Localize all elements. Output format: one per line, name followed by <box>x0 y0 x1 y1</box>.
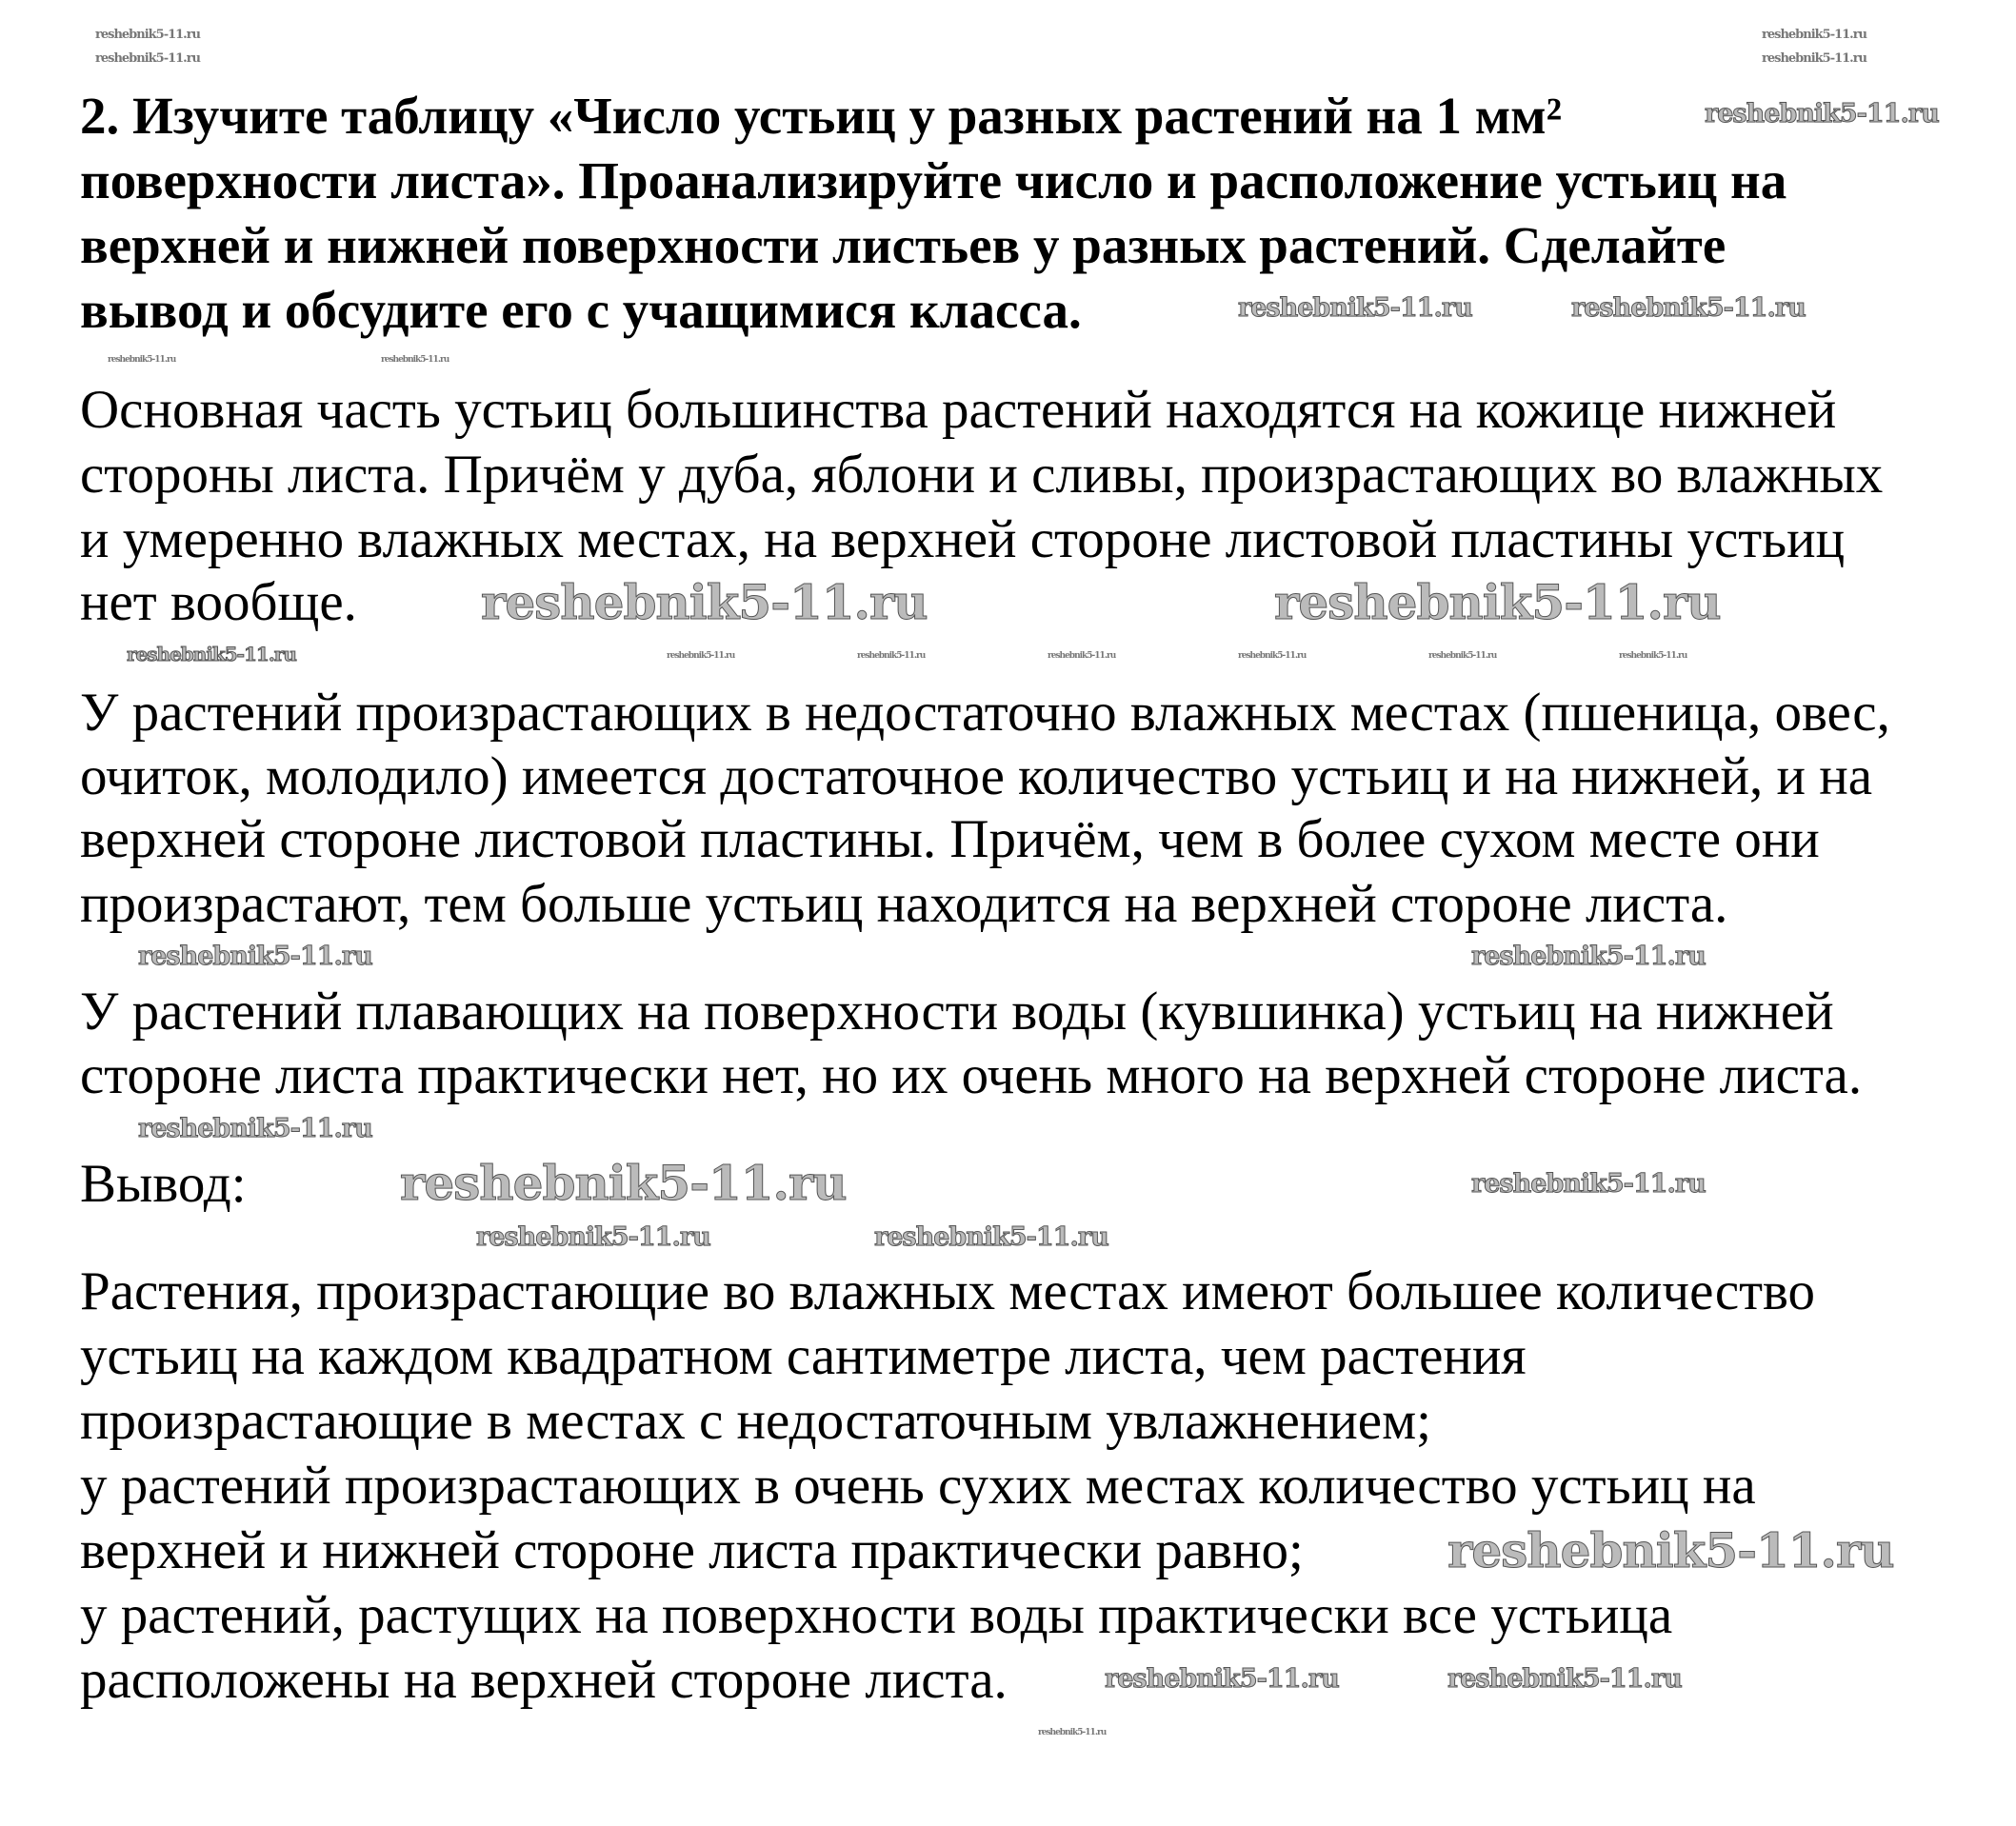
task-line: вывод и обсудите его с учащимися класса. <box>80 281 1082 339</box>
text-line: произрастающие в местах с недостаточным увлажнением; <box>80 1391 1431 1451</box>
watermark: reshebnik5-11.ru <box>381 355 449 365</box>
text-line: стороне листа практически нет, но их очень много на верхней стороне листа. <box>80 1045 1863 1105</box>
text-line: произрастают, тем больше устьиц находится на верхней стороне листа. <box>80 874 1728 934</box>
text-line: и умеренно влажных местах, на верхней стороне листовой пластины устьиц <box>80 509 1846 569</box>
task-line: верхней и нижней поверхности листьев у разных растений. Сделайте <box>80 216 1727 274</box>
watermark: reshebnik5-11.ru <box>857 651 926 661</box>
watermark: reshebnik5-11.ru <box>95 51 201 66</box>
watermark: reshebnik5-11.ru <box>127 643 296 665</box>
watermark: reshebnik5-11.ru <box>874 1222 1108 1252</box>
watermark: reshebnik5-11.ru <box>108 355 176 365</box>
text-line: верхней и нижней стороне листа практически равно; <box>80 1520 1304 1580</box>
text-line: расположены на верхней стороне листа. <box>80 1650 1008 1710</box>
watermark: reshebnik5-11.ru <box>1428 651 1497 661</box>
watermark: reshebnik5-11.ru <box>667 651 735 661</box>
watermark: reshebnik5-11.ru <box>1762 51 1867 66</box>
watermark: reshebnik5-11.ru <box>138 942 372 971</box>
text-line: у растений произрастающих в очень сухих местах количество устьиц на <box>80 1456 1756 1516</box>
text-line: У растений плавающих на поверхности воды (кувшинка) устьиц на нижней <box>80 982 1834 1042</box>
text-line: У растений произрастающих в недостаточно влажных местах (пшеница, овес, <box>80 683 1890 743</box>
watermark: reshebnik5-11.ru <box>1105 1664 1339 1694</box>
text-line: верхней стороне листовой пластины. Причём, чем в более сухом месте они <box>80 809 1820 869</box>
watermark: reshebnik5-11.ru <box>95 28 201 42</box>
watermark: reshebnik5-11.ru <box>1447 1664 1682 1694</box>
watermark: reshebnik5-11.ru <box>1471 1169 1706 1199</box>
watermark: reshebnik5-11.ru <box>476 1222 710 1252</box>
watermark: reshebnik5-11.ru <box>1048 651 1116 661</box>
text-line: стороны листа. Причём у дуба, яблони и сливы, произрастающих во влажных <box>80 445 1884 505</box>
watermark: reshebnik5-11.ru <box>138 1114 372 1143</box>
text-line: очиток, молодило) имеется достаточное количество устьиц и на нижней, и на <box>80 746 1873 806</box>
watermark: reshebnik5-11.ru <box>1038 1728 1107 1737</box>
text-line: у растений, растущих на поверхности воды практически все устьица <box>80 1585 1673 1645</box>
watermark: reshebnik5-11.ru <box>1238 651 1307 661</box>
text-line: нет вообще. <box>80 572 357 632</box>
text-line: устьиц на каждом квадратном сантиметре листа, чем растения <box>80 1326 1527 1386</box>
conclusion-heading: Вывод: <box>80 1154 247 1214</box>
watermark: reshebnik5-11.ru <box>1705 99 1939 129</box>
watermark: reshebnik5-11.ru <box>1762 28 1867 42</box>
watermark: reshebnik5-11.ru <box>400 1155 847 1211</box>
watermark: reshebnik5-11.ru <box>1447 1522 1894 1578</box>
watermark: reshebnik5-11.ru <box>481 574 928 630</box>
task-line: поверхности листа». Проанализируйте число и расположение устьиц на <box>80 151 1787 209</box>
watermark: reshebnik5-11.ru <box>1238 293 1472 323</box>
watermark: reshebnik5-11.ru <box>1571 293 1806 323</box>
watermark: reshebnik5-11.ru <box>1274 574 1721 630</box>
watermark: reshebnik5-11.ru <box>1619 651 1687 661</box>
text-line: Растения, произрастающие во влажных местах имеют большее количество <box>80 1261 1816 1321</box>
watermark: reshebnik5-11.ru <box>1471 942 1706 971</box>
text-line: Основная часть устьиц большинства растений находятся на кожице нижней <box>80 380 1837 440</box>
task-line: 2. Изучите таблицу «Число устьиц у разных растений на 1 мм² <box>80 87 1563 145</box>
